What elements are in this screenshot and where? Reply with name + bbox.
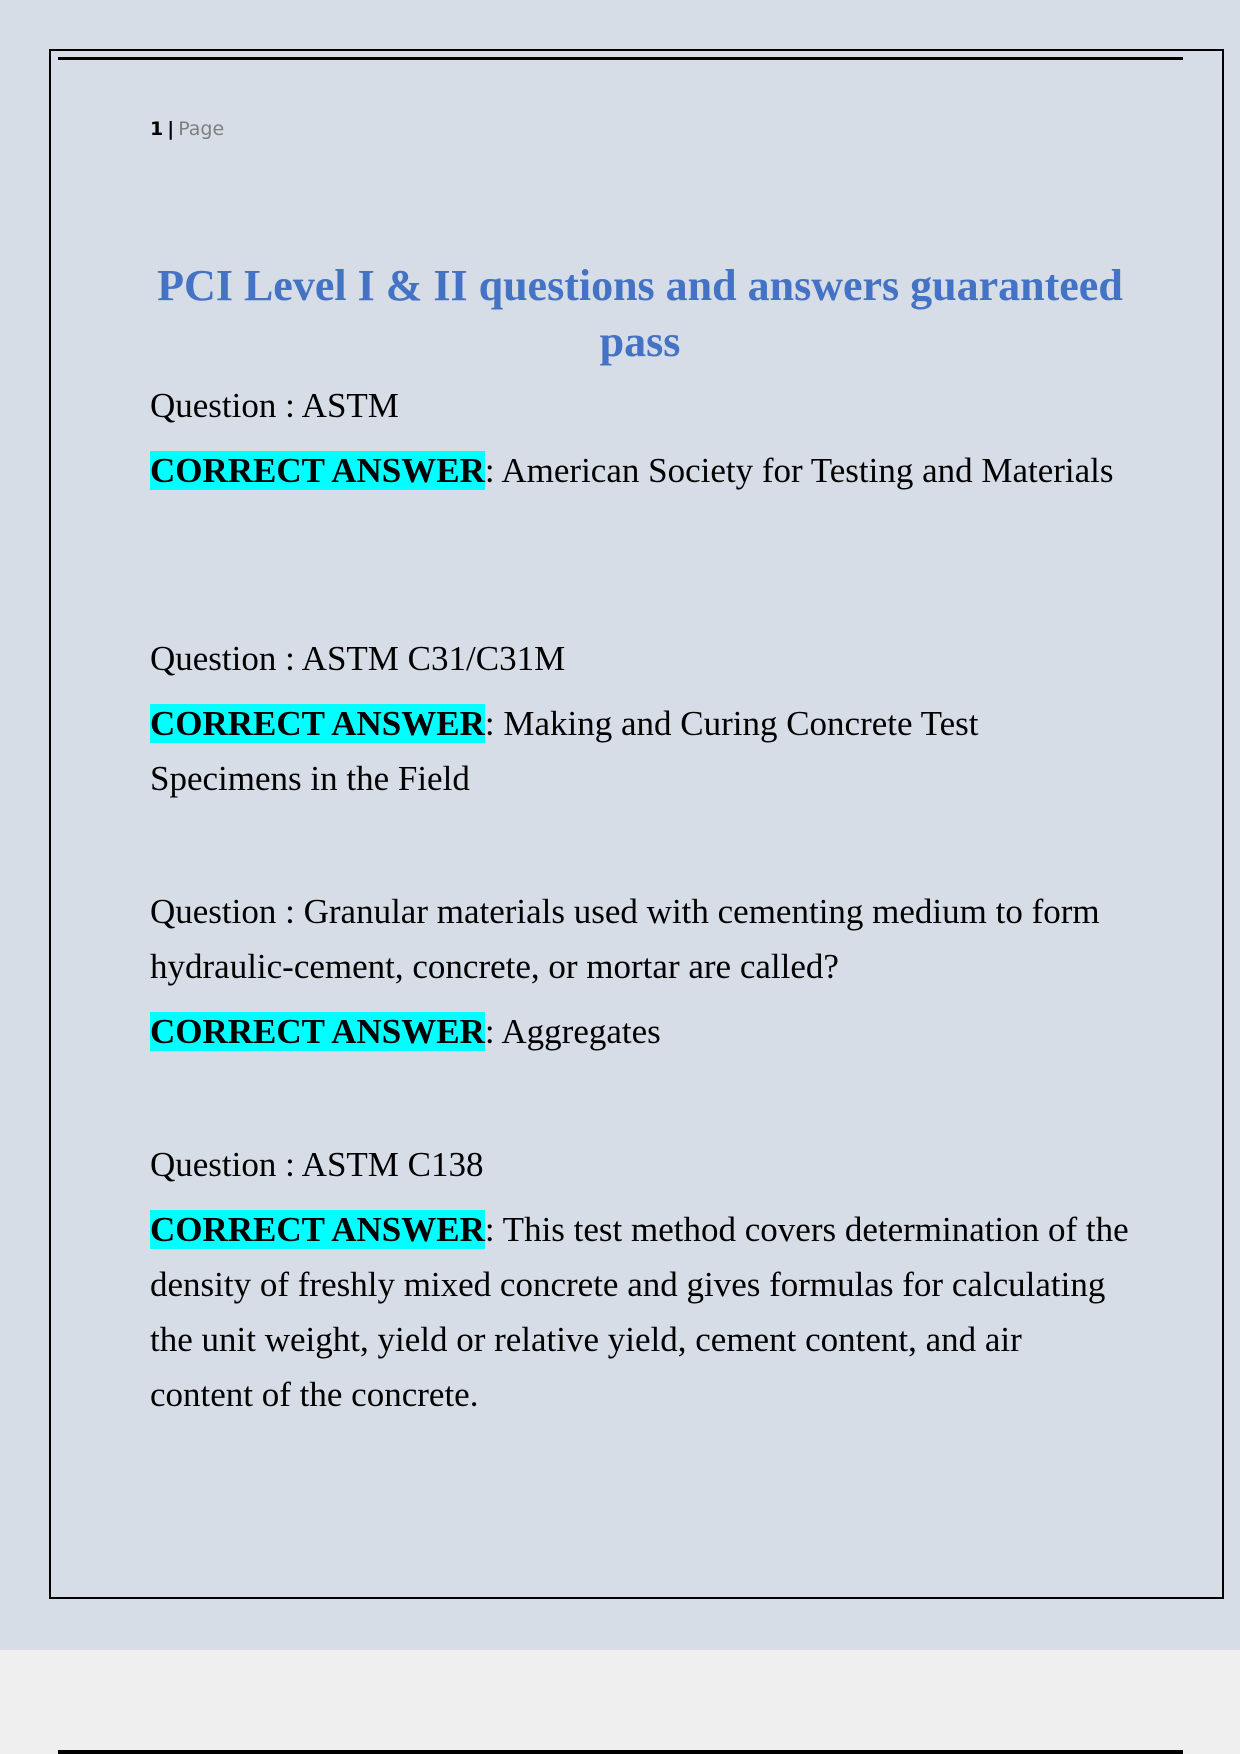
page-number: 1 (150, 118, 164, 140)
answer-text (150, 696, 1130, 806)
qa-item (150, 1137, 1130, 1422)
question-text: Question : Granular materials used with cementing medium to form hydraulic-cement, concrete, or mortar are called? (150, 892, 1100, 986)
document-title: PCI Level I & II questions and answers guaranteed pass (157, 261, 1123, 366)
qa-item (150, 884, 1130, 1059)
next-page-header-rule (58, 1750, 1183, 1754)
correct-answer-label: CORRECT ANSWER (150, 1210, 485, 1249)
page-number-header (150, 118, 224, 140)
header-rule (58, 57, 1183, 60)
question-text: Question : ASTM C31/C31M (150, 639, 566, 678)
page-label: Page (178, 118, 225, 140)
correct-answer-label: CORRECT ANSWER (150, 1012, 485, 1051)
answer-value: : Aggregates (484, 1012, 661, 1051)
correct-answer-label: CORRECT ANSWER (150, 704, 485, 743)
answer-text (150, 1004, 1130, 1059)
qa-item (150, 378, 1130, 498)
answer-value: : American Society for Testing and Materials (484, 451, 1114, 490)
answer-value: : Making and Curing Concrete Test Specimens in the Field (150, 704, 979, 798)
answer-text (150, 443, 1130, 498)
correct-answer-label: CORRECT ANSWER (150, 451, 485, 490)
question-text: Question : ASTM C138 (150, 1145, 484, 1184)
answer-value: : This test method covers determination of the density of freshly mixed concrete and gives formulas for calculating the unit weight, yield or relative yield, cement content, and air content of the concrete. (150, 1210, 1129, 1414)
qa-item (150, 631, 1130, 806)
answer-text (150, 1202, 1130, 1422)
page-separator: | (167, 118, 175, 140)
question-text: Question : ASTM (150, 386, 399, 425)
